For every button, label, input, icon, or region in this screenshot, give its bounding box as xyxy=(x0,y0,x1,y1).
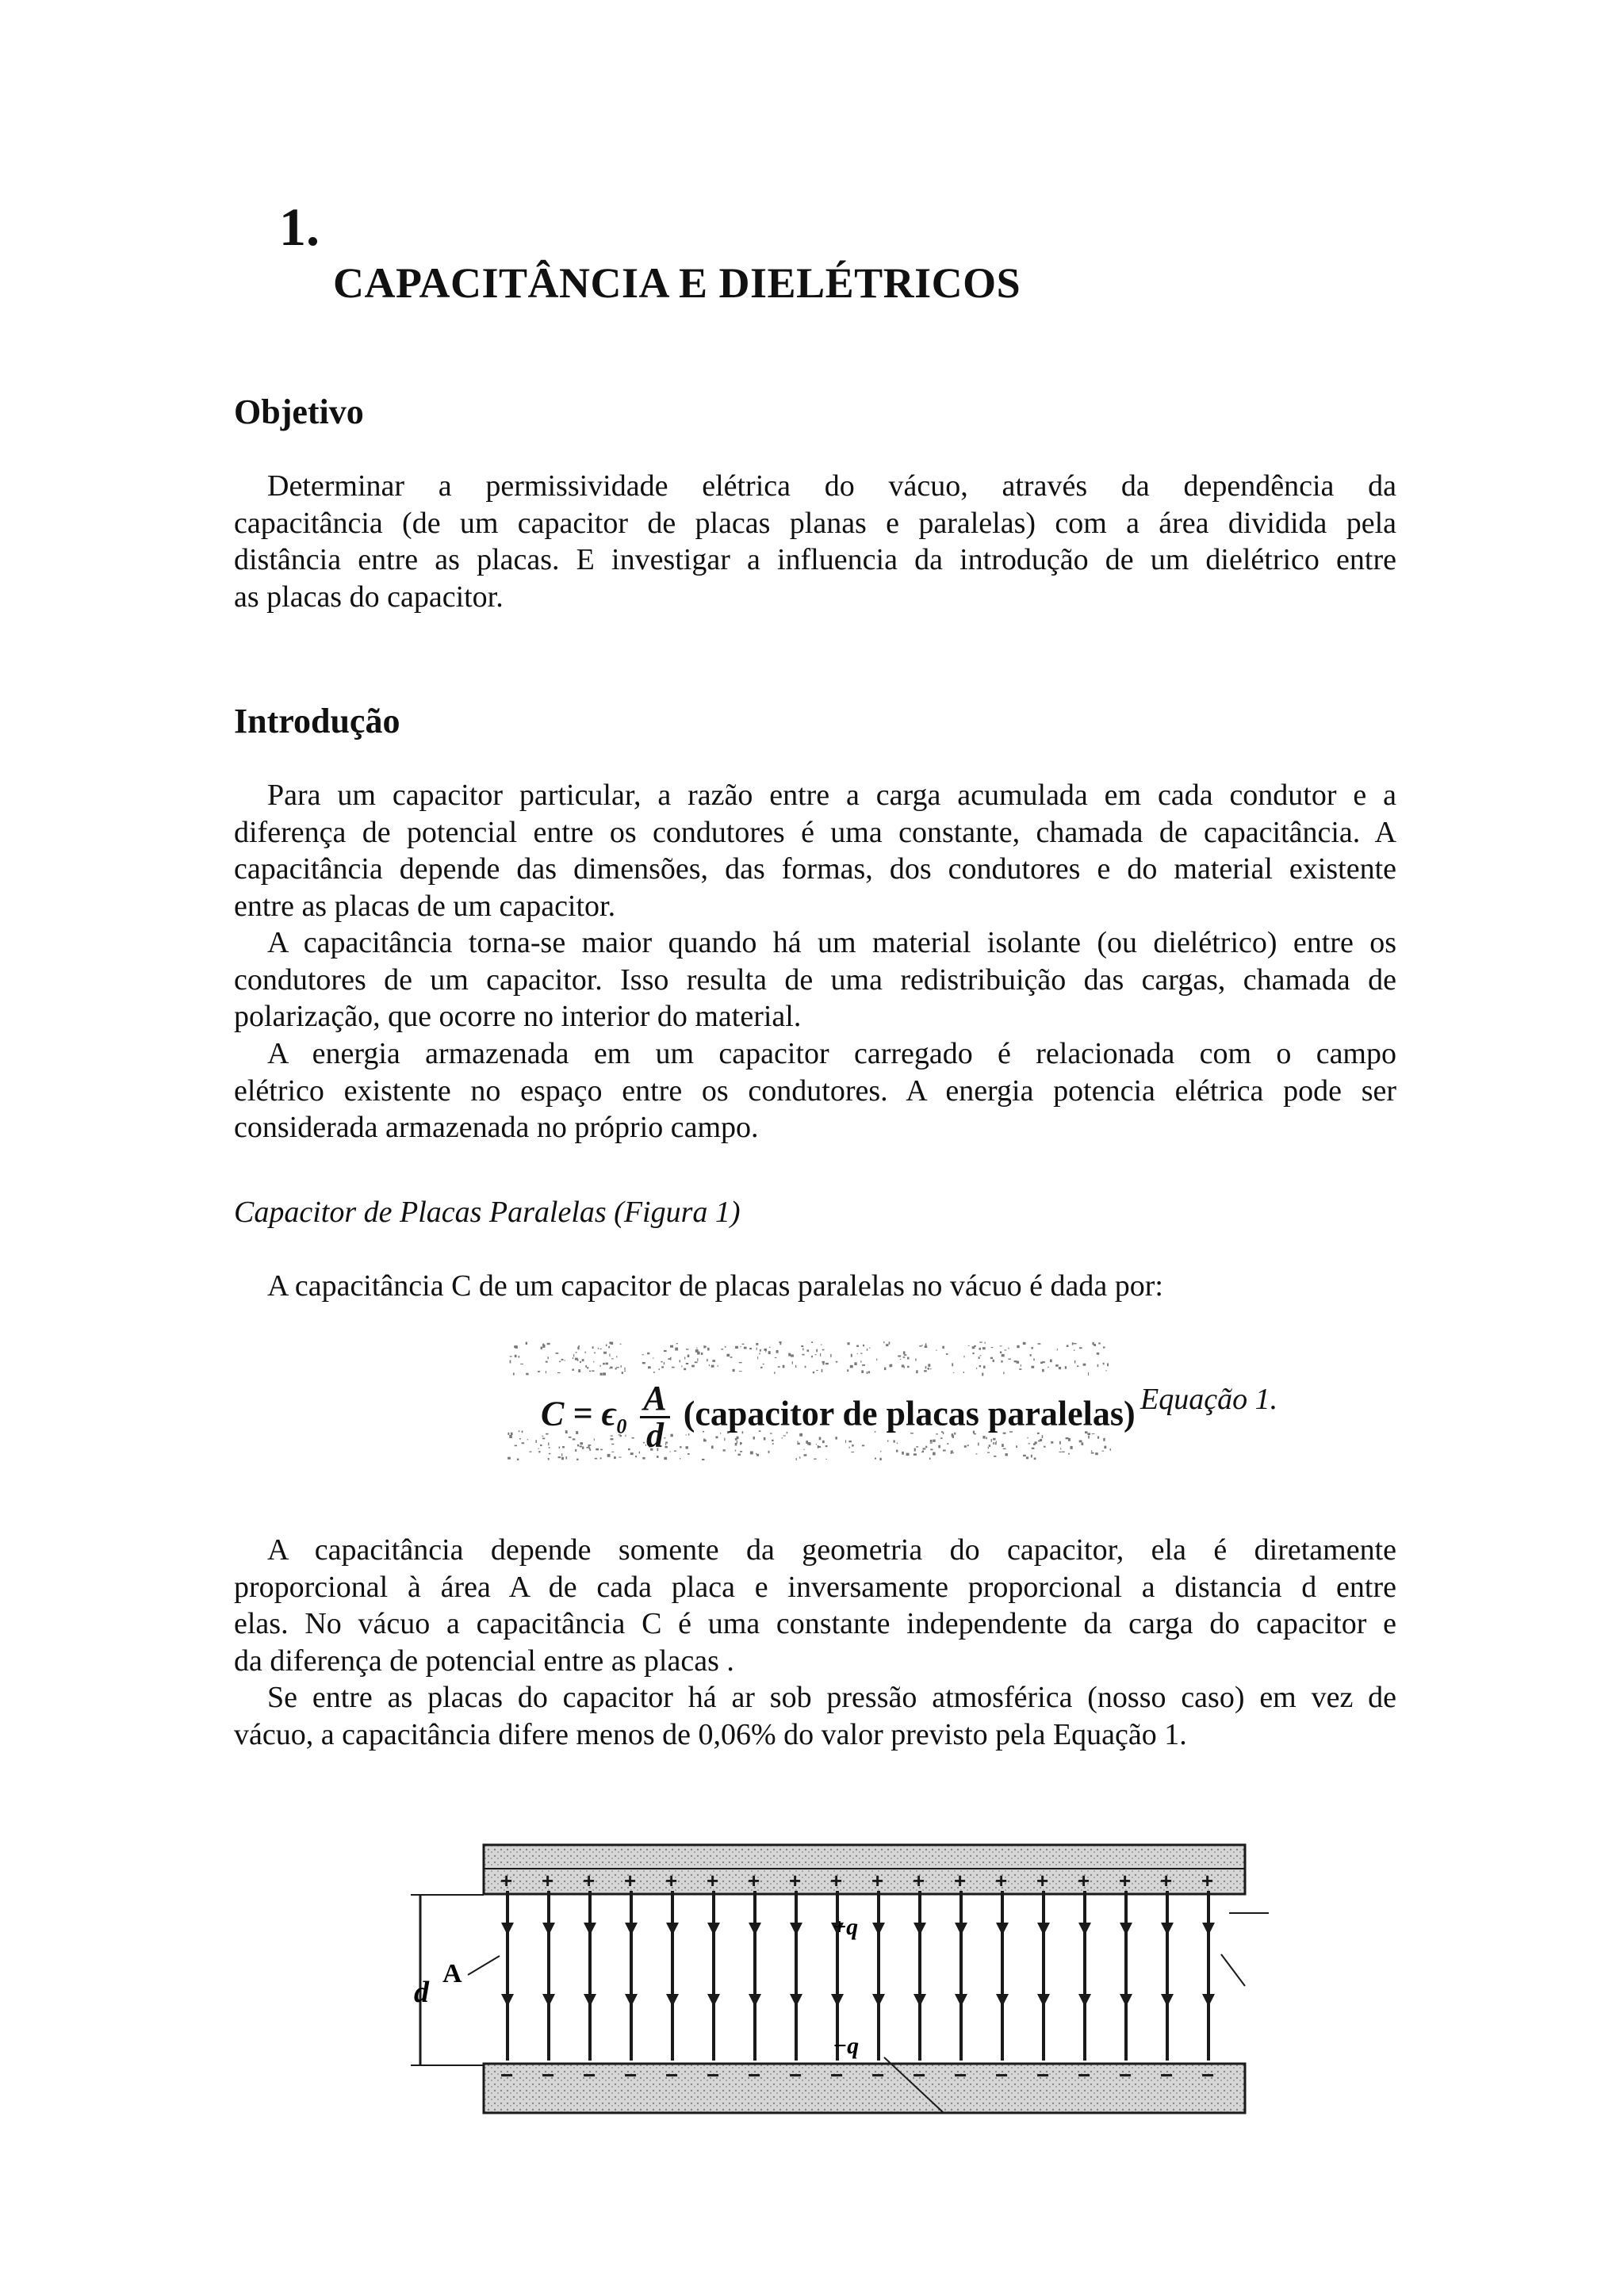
field-arrowhead xyxy=(955,1923,967,1935)
intro-paragraph-2 xyxy=(234,924,1396,1035)
positive-charge-sign: + xyxy=(913,1869,925,1892)
field-arrowhead xyxy=(1202,1994,1215,2007)
label-plus-q: +q xyxy=(833,1914,859,1940)
section-heading-introducao: Introdução xyxy=(234,702,400,740)
positive-charge-sign: + xyxy=(830,1869,843,1892)
equation-label: Equação 1. xyxy=(1140,1383,1278,1416)
positive-charge-sign: + xyxy=(954,1869,967,1892)
field-arrowhead xyxy=(1120,1994,1132,2007)
negative-charge-sign: − xyxy=(954,2063,967,2087)
text-line: capacitância (de um capacitor de placas planas e paralelas) com a área dividida pela xyxy=(234,506,1396,540)
text-line: vácuo, a capacitância difere menos de 0,06% do valor previsto pela Equação 1. xyxy=(234,1717,1187,1751)
negative-charge-sign: − xyxy=(871,2063,885,2087)
field-arrowhead xyxy=(625,1994,638,2007)
field-arrowhead xyxy=(749,1923,761,1935)
negative-charge-sign: − xyxy=(1036,2063,1050,2087)
equation-lhs: C xyxy=(541,1394,565,1433)
text-line: A energia armazenada em um capacitor carregado é relacionada com o campo xyxy=(267,1037,1396,1070)
label-minus-q: −q xyxy=(833,2033,860,2059)
negative-charge-sign: − xyxy=(1160,2063,1174,2087)
negative-charge-sign: − xyxy=(995,2063,1009,2087)
positive-charge-sign: + xyxy=(995,1869,1008,1892)
positive-charge-sign: + xyxy=(583,1869,596,1892)
equation-image xyxy=(508,1341,1136,1460)
field-arrowhead xyxy=(542,1994,555,2007)
equation-formula xyxy=(541,1381,1136,1453)
negative-charge-sign: − xyxy=(1078,2063,1091,2087)
text-line: polarização, que ocorre no interior do material. xyxy=(234,1000,802,1033)
equation-intro-text: A capacitância C de um capacitor de placas paralelas no vácuo é dada por: xyxy=(267,1269,1163,1303)
field-arrowhead xyxy=(749,1994,761,2007)
text-line: condutores de um capacitor. Isso resulta de uma redistribuição das cargas, chamada de xyxy=(234,962,1396,997)
field-arrowhead xyxy=(1078,1923,1091,1935)
negative-charge-sign: − xyxy=(1119,2063,1132,2087)
field-arrowhead xyxy=(542,1923,555,1935)
field-arrowhead xyxy=(666,1923,679,1935)
text-line: da diferença de potencial entre as placas . xyxy=(234,1644,734,1678)
parallel-plate-capacitor-figure xyxy=(404,1835,1269,2121)
positive-charge-sign: + xyxy=(1036,1869,1049,1892)
subheading-parallel-plates: Capacitor de Placas Paralelas (Figura 1) xyxy=(234,1196,741,1229)
equation-equals: = xyxy=(573,1394,593,1433)
negative-charge-sign: − xyxy=(1201,2063,1215,2087)
positive-charge-sign: + xyxy=(748,1869,760,1892)
field-arrowhead xyxy=(872,1923,885,1935)
edge-field-line xyxy=(1221,1954,1245,1986)
field-arrowhead xyxy=(1202,1923,1215,1935)
text-line: distância entre as placas. E investigar a influencia da introdução de um dielétrico entre xyxy=(234,543,1396,576)
field-arrowhead xyxy=(914,1994,926,2007)
negative-charge-sign: − xyxy=(583,2063,596,2087)
positive-charge-sign: + xyxy=(542,1869,554,1892)
negative-charge-sign: − xyxy=(789,2063,802,2087)
field-arrowhead xyxy=(1161,1923,1174,1935)
text-line: Se entre as placas do capacitor há ar sob pressão atmosférica (nosso caso) em vez de xyxy=(267,1681,1396,1714)
intro-paragraph-1 xyxy=(234,777,1396,924)
field-arrowhead xyxy=(1078,1994,1091,2007)
text-line: entre as placas de um capacitor. xyxy=(234,889,616,923)
field-arrowhead xyxy=(501,1994,514,2007)
negative-charge-sign: − xyxy=(913,2063,926,2087)
positive-charge-sign: + xyxy=(665,1869,678,1892)
field-arrowhead xyxy=(914,1923,926,1935)
field-arrowhead xyxy=(625,1923,638,1935)
field-arrowhead xyxy=(1037,1923,1050,1935)
negative-charge-sign: − xyxy=(500,2063,514,2087)
text-line: as placas do capacitor. xyxy=(234,580,504,614)
negative-charge-sign: − xyxy=(542,2063,555,2087)
text-line: Determinar a permissividade elétrica do vácuo, através da dependência da xyxy=(267,469,1396,503)
equation-fraction xyxy=(640,1381,669,1453)
section-heading-objetivo: Objetivo xyxy=(234,392,364,431)
equation-epsilon: ϵ xyxy=(601,1394,617,1433)
chapter-number: 1. xyxy=(279,197,320,257)
positive-charge-sign: + xyxy=(1119,1869,1132,1892)
text-line: proporcional à área A de cada placa e inversamente proporcional a distancia d entre xyxy=(234,1570,1396,1604)
objetivo-paragraph xyxy=(234,468,1396,615)
field-arrowhead xyxy=(707,1923,720,1935)
positive-charge-sign: + xyxy=(1160,1869,1173,1892)
field-arrowhead xyxy=(955,1994,967,2007)
text-line: A capacitância depende somente da geometria do capacitor, ela é diretamente xyxy=(267,1533,1396,1567)
positive-charge-sign: + xyxy=(707,1869,719,1892)
equation-epsilon-subscript: 0 xyxy=(616,1414,627,1438)
field-arrowhead xyxy=(831,1994,844,2007)
negative-charge-sign: − xyxy=(707,2063,720,2087)
text-line: diferença de potencial entre os condutores é uma constante, chamada de capacitância. A xyxy=(234,815,1396,849)
field-arrowhead xyxy=(707,1994,720,2007)
field-arrowhead xyxy=(996,1923,1009,1935)
label-A-pointer xyxy=(468,1956,500,1975)
intro-paragraph-4 xyxy=(234,1532,1396,1679)
field-arrowhead xyxy=(1120,1923,1132,1935)
text-line: elétrico existente no espaço entre os condutores. A energia potencia elétrica pode ser xyxy=(234,1073,1396,1108)
field-arrowhead xyxy=(1037,1994,1050,2007)
positive-charge-sign: + xyxy=(500,1869,513,1892)
text-line: Para um capacitor particular, a razão entre a carga acumulada em cada condutor e a xyxy=(267,779,1396,812)
negative-charge-sign: − xyxy=(624,2063,638,2087)
positive-charge-sign: + xyxy=(1078,1869,1090,1892)
text-line: capacitância depende das dimensões, das formas, dos condutores e do material existente xyxy=(234,852,1396,886)
label-A: A xyxy=(442,1959,462,1988)
field-arrowhead xyxy=(790,1994,802,2007)
negative-charge-sign: − xyxy=(665,2063,679,2087)
text-line: A capacitância torna-se maior quando há um material isolante (ou dielétrico) entre os xyxy=(267,926,1396,959)
field-arrowhead xyxy=(584,1923,596,1935)
negative-charge-sign: − xyxy=(830,2063,844,2087)
intro-paragraph-3 xyxy=(234,1035,1396,1146)
positive-charge-sign: + xyxy=(624,1869,637,1892)
field-arrowhead xyxy=(501,1923,514,1935)
field-arrowhead xyxy=(666,1994,679,2007)
label-d: d xyxy=(414,1976,429,2009)
negative-charge-sign: − xyxy=(748,2063,761,2087)
chapter-title: CAPACITÂNCIA E DIELÉTRICOS xyxy=(333,259,1021,307)
field-arrowhead xyxy=(1161,1994,1174,2007)
field-arrowhead xyxy=(584,1994,596,2007)
equation-numerator: A xyxy=(640,1381,669,1418)
text-line: considerada armazenada no próprio campo. xyxy=(234,1111,759,1144)
field-arrowhead xyxy=(872,1994,885,2007)
positive-charge-sign: + xyxy=(1201,1869,1214,1892)
field-arrowhead xyxy=(790,1923,802,1935)
equation-description: (capacitor de placas paralelas) xyxy=(683,1394,1136,1433)
intro-paragraph-5 xyxy=(234,1679,1396,1753)
text-line: elas. No vácuo a capacitância C é uma constante independente da carga do capacitor e xyxy=(234,1607,1396,1640)
positive-charge-sign: + xyxy=(871,1869,884,1892)
positive-charge-sign: + xyxy=(789,1869,802,1892)
field-arrowhead xyxy=(996,1994,1009,2007)
equation-denominator: d xyxy=(646,1416,665,1455)
